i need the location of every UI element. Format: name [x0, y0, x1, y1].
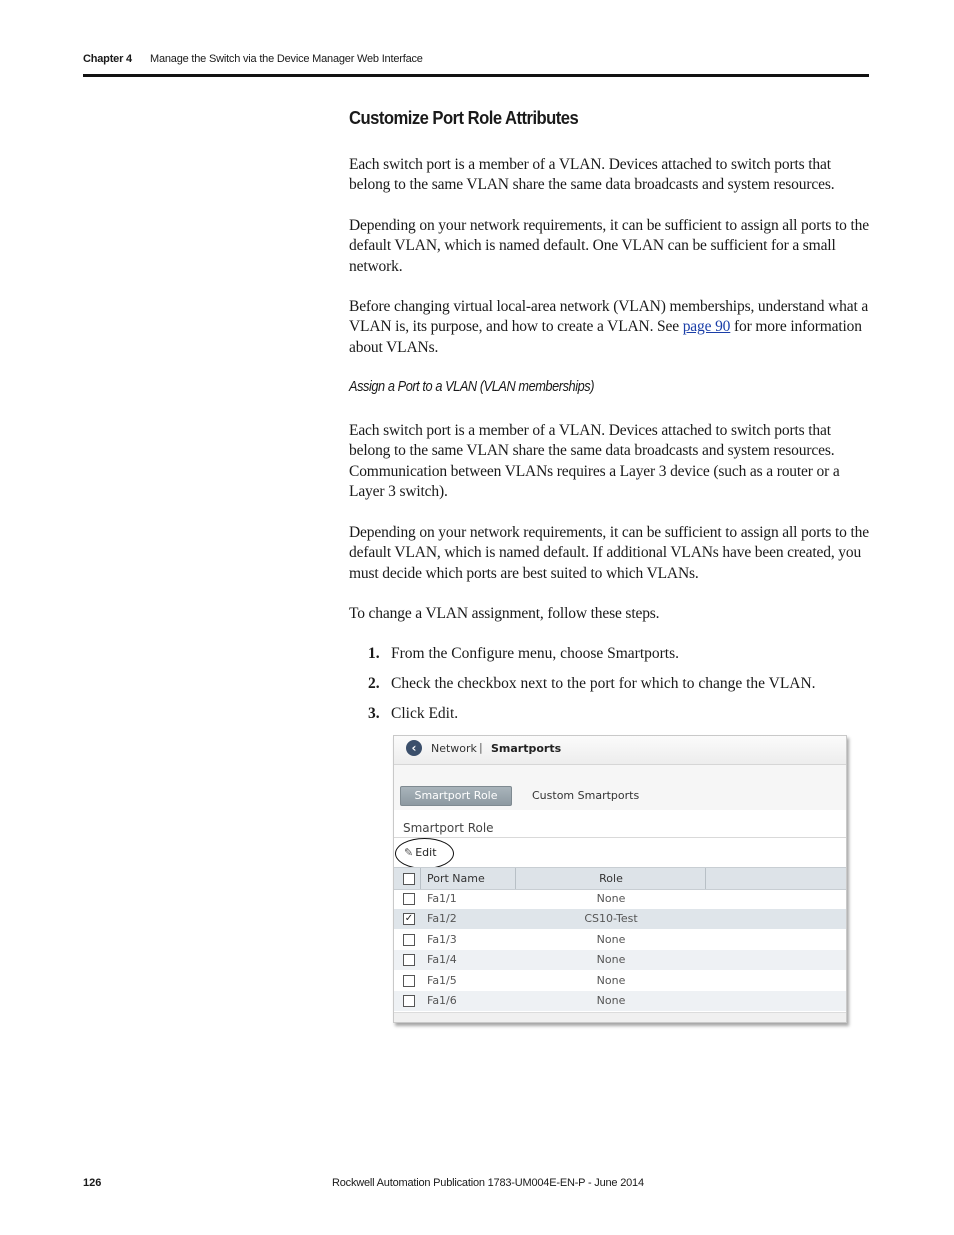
port-name-cell: Fa1/5	[427, 974, 457, 987]
table-row[interactable]	[394, 971, 846, 991]
page-90-link[interactable]: page 90	[682, 318, 731, 336]
paragraph-4: Each switch port is a member of a VLAN. Devices attached to switch ports that belong to the same VLAN share the same data broadcasts and system resources. Communication between VLANs requires a Layer 3 device (such as a router or a Layer 3 switch).	[349, 422, 840, 500]
row-checkbox-checked[interactable]: ✓	[404, 913, 414, 924]
header-chapter: Chapter 4	[83, 53, 132, 65]
step-number: 1.	[368, 645, 380, 662]
panel-divider	[394, 837, 846, 838]
step-text: Click Edit.	[391, 705, 459, 722]
publication-info: Rockwell Automation Publication 1783-UM004E-EN-P - June 2014	[332, 1177, 644, 1189]
table-row[interactable]	[394, 930, 846, 950]
table-row[interactable]	[394, 909, 846, 929]
step-text: From the Configure menu, choose Smartports.	[391, 645, 679, 662]
breadcrumb-separator: |	[479, 741, 483, 754]
smartports-screenshot	[393, 735, 847, 1023]
tabs-area	[394, 765, 846, 810]
row-checkbox[interactable]	[403, 954, 415, 966]
table-row[interactable]	[394, 991, 846, 1011]
paragraph-6: To change a VLAN assignment, follow these steps.	[349, 605, 660, 622]
paragraph-1: Each switch port is a member of a VLAN. Devices attached to switch ports that belong to the same VLAN share the same data broadcasts and system resources.	[349, 156, 835, 194]
port-name-cell: Fa1/4	[427, 953, 457, 966]
role-cell: None	[596, 892, 626, 905]
column-divider	[420, 868, 421, 889]
paragraph-3	[349, 297, 871, 358]
row-checkbox[interactable]	[403, 934, 415, 946]
pencil-icon: ✎	[404, 846, 414, 859]
step-number: 3.	[368, 705, 380, 722]
table-row[interactable]	[394, 950, 846, 970]
paragraph-3-text-b: for more information about VLANs.	[349, 318, 862, 356]
page-number: 126	[83, 1177, 102, 1189]
panel-title: Smartport Role	[403, 821, 494, 835]
port-name-cell: Fa1/1	[427, 892, 457, 905]
back-arrow-icon[interactable]: ‹	[406, 740, 422, 756]
role-cell: None	[596, 974, 626, 987]
subheading: Assign a Port to a VLAN (VLAN memberships)	[349, 378, 595, 395]
port-name-cell: Fa1/3	[427, 933, 457, 946]
row-checkbox[interactable]	[403, 995, 415, 1007]
select-all-checkbox[interactable]	[403, 873, 415, 885]
role-cell: CS10-Test	[584, 912, 638, 925]
section-title: Customize Port Role Attributes	[349, 107, 579, 128]
role-cell: None	[596, 933, 626, 946]
breadcrumb-bar	[394, 736, 846, 765]
port-name-cell: Fa1/2	[427, 912, 457, 925]
column-role[interactable]: Role	[599, 872, 623, 885]
step-number: 2.	[368, 675, 380, 692]
breadcrumb-network[interactable]: Network	[431, 742, 477, 755]
paragraph-3-text-a: Before changing virtual local-area network (VLAN) memberships, understand what a VLAN is, its purpose, and how to create a VLAN. See	[349, 298, 869, 336]
step-text: Check the checkbox next to the port for which to change the VLAN.	[391, 675, 816, 692]
paragraph-5: Depending on your network requirements, it can be sufficient to assign all ports to the default VLAN, which is named default. If additional VLANs have been created, you must decide which ports are best suited to which VLANs.	[349, 524, 869, 582]
tab-custom-smartports[interactable]: Custom Smartports	[532, 789, 640, 802]
grid-header	[394, 867, 846, 890]
breadcrumb-current: Smartports	[491, 742, 562, 755]
role-cell: None	[596, 994, 626, 1007]
header-title: Manage the Switch via the Device Manager Web Interface	[150, 53, 423, 65]
edit-label: Edit	[415, 846, 437, 859]
grid-footer	[394, 1012, 846, 1023]
column-divider	[705, 868, 706, 889]
edit-highlight-circle	[395, 838, 454, 869]
header-rule	[83, 74, 869, 77]
port-name-cell: Fa1/6	[427, 994, 457, 1007]
role-cell: None	[596, 953, 626, 966]
paragraph-2: Depending on your network requirements, it can be sufficient to assign all ports to the default VLAN, which is named default. One VLAN can be sufficient for a small network.	[349, 217, 869, 275]
tab-smartport-role[interactable]: Smartport Role	[400, 786, 512, 806]
row-checkbox[interactable]	[403, 893, 415, 905]
column-port-name[interactable]: Port Name	[427, 872, 485, 885]
table-row[interactable]	[394, 889, 846, 909]
row-checkbox[interactable]	[403, 975, 415, 987]
